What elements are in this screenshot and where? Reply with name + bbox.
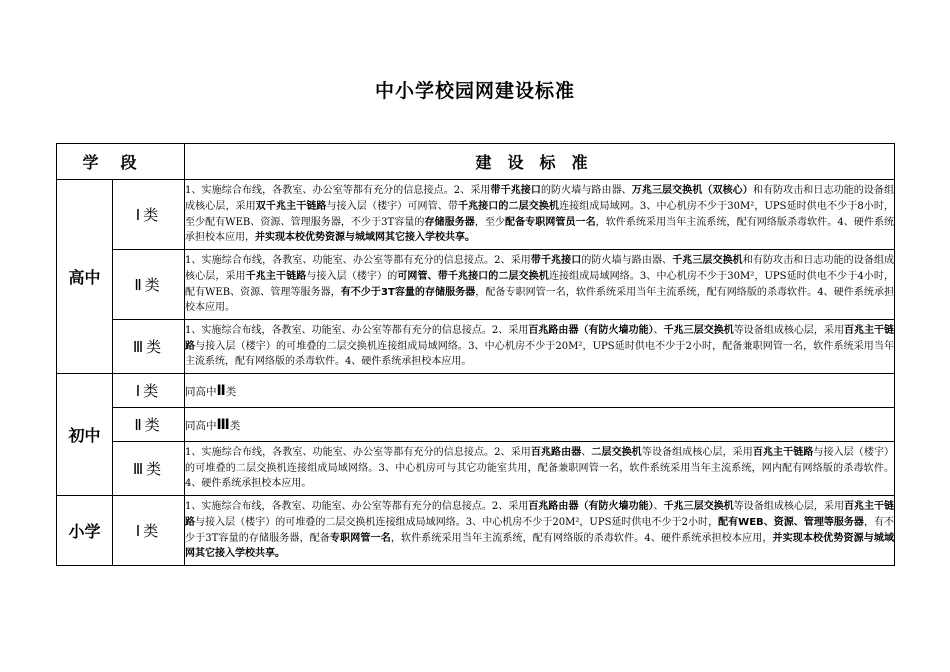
body-text: 1、实施综合布线，各教室、功能室、办公室等都有充分的信息接点。2、采用 bbox=[185, 325, 529, 337]
class-label: Ⅲ类 bbox=[113, 320, 185, 374]
body-text: 等设备组成核心层，采用 bbox=[641, 447, 753, 459]
body-text: 等设备组成核心层，采用 bbox=[733, 501, 844, 513]
table-row bbox=[57, 496, 895, 566]
same-prefix: 同高中 bbox=[185, 385, 217, 398]
emphasis-text: 专职网管一名 bbox=[330, 532, 391, 544]
standard-desc bbox=[185, 250, 895, 320]
header-standard: 建设标准 bbox=[185, 144, 895, 180]
body-text: 连接组成局域网络。3、中心机房不少于30M²，UPS延时供电不少于4小时，配有WEB、资源、管理等服务器， bbox=[185, 270, 895, 298]
body-text: ，至少 bbox=[474, 216, 506, 228]
table-row bbox=[57, 180, 895, 250]
emphasis-text: 千兆接口的二层交换机 bbox=[457, 200, 560, 212]
body-text: ，有不少于3T容量的存储服务器，配备 bbox=[185, 516, 895, 544]
standard-same-as bbox=[185, 374, 895, 408]
standard-same-as bbox=[185, 408, 895, 442]
emphasis-text: 存储服务器 bbox=[424, 216, 475, 228]
emphasis-text: 配备专职网管员一名 bbox=[505, 216, 596, 228]
body-text: 连接组成局域网。3、中心机房不少于30M²，UPS延时供电不少于8小时，至少配有WEB、资源、管理服务器，不少于3T容量的 bbox=[185, 200, 895, 228]
body-text: 的防火墙与路由器、 bbox=[581, 255, 673, 267]
body-text: 、 bbox=[653, 501, 664, 513]
standard-desc bbox=[185, 442, 895, 496]
same-suffix: 类 bbox=[229, 419, 241, 432]
same-ref: Ⅱ bbox=[216, 382, 226, 399]
class-label: Ⅱ类 bbox=[113, 408, 185, 442]
body-text: 的防火墙与路由器、 bbox=[540, 185, 632, 197]
header-level: 学段 bbox=[57, 144, 185, 180]
emphasis-text: 千兆三层交换机 bbox=[663, 325, 734, 337]
document-title: 中小学校园网建设标准 bbox=[374, 80, 575, 102]
body-text: 1、实施综合布线，各教室、办公室等都有充分的信息接点。2、采用 bbox=[185, 185, 491, 197]
standard-desc bbox=[185, 320, 895, 374]
class-label: Ⅰ类 bbox=[113, 374, 185, 408]
class-label: Ⅱ类 bbox=[113, 250, 185, 320]
body-text: 与接入层（楼宇）的可堆叠的二层交换机连接组成局域网络。3、中心机房不少于20M²，UPS延时供电不少于2小时， bbox=[195, 516, 719, 528]
body-text: 、 bbox=[653, 325, 664, 337]
emphasis-text: 千兆三层交换机 bbox=[663, 501, 734, 513]
emphasis-text: 百兆路由器（有防火墙功能） bbox=[528, 501, 654, 513]
emphasis-text: 百兆路由器（有防火墙功能） bbox=[528, 325, 654, 337]
level-primary: 小学 bbox=[57, 496, 113, 566]
table-row bbox=[57, 374, 895, 408]
body-text: ，配备专职网管一名，软件系统采用当年主流系统，配有网络版的杀毒软件。4、硬件系统承担校本应用。 bbox=[185, 286, 894, 314]
table-row bbox=[57, 442, 895, 496]
emphasis-text: 带千兆接口 bbox=[490, 185, 541, 197]
body-text: 和有防攻击和日志功能的设备组成核心层，采用 bbox=[185, 255, 895, 282]
body-text: 与接入层（楼宇）的 bbox=[306, 270, 398, 282]
class-label: Ⅲ类 bbox=[113, 442, 185, 496]
body-text: 等设备组成核心层，采用 bbox=[733, 325, 844, 337]
class-label: Ⅰ类 bbox=[113, 496, 185, 566]
emphasis-text: 百兆主干链路 bbox=[185, 325, 895, 352]
emphasis-text: 千兆主干链路 bbox=[245, 270, 307, 282]
body-text: 、 bbox=[581, 447, 592, 459]
same-suffix: 类 bbox=[225, 385, 237, 398]
table-row bbox=[57, 320, 895, 374]
emphasis-text: 并实现本校优势资源与城域网其它接入学校共享。 bbox=[255, 232, 476, 244]
same-ref: Ⅲ bbox=[216, 416, 230, 433]
emphasis-text: 有不少于3T容量的存储服务器 bbox=[340, 286, 476, 298]
standard-desc bbox=[185, 180, 895, 250]
emphasis-text: 双千兆主干链路 bbox=[255, 200, 327, 212]
table-header-row bbox=[57, 144, 895, 180]
emphasis-text: 二层交换机 bbox=[591, 447, 642, 459]
table-row bbox=[57, 250, 895, 320]
body-text: 与接入层（楼宇）的可堆叠的二层交换机连接组成局域网络。3、中心机房可与其它功能室共用，配备兼职网管一名，软件系统采用当年主流系统，网内配有网络版的杀毒软件。4、硬件系统承担校本应用。 bbox=[185, 447, 895, 490]
emphasis-text: 带千兆接口 bbox=[530, 255, 582, 267]
emphasis-text: 并实现本校优势资源与城域网其它接入学校共享。 bbox=[185, 532, 895, 560]
standards-table bbox=[56, 143, 895, 566]
level-middle: 初中 bbox=[57, 374, 113, 496]
emphasis-text: 百兆路由器 bbox=[530, 447, 582, 459]
emphasis-text: 百兆主干链路 bbox=[185, 501, 895, 528]
table-row bbox=[57, 408, 895, 442]
emphasis-text: 百兆主干链路 bbox=[752, 447, 814, 459]
same-prefix: 同高中 bbox=[185, 419, 217, 432]
class-label: Ⅰ类 bbox=[113, 180, 185, 250]
emphasis-text: 可网管、带千兆接口的二层交换机 bbox=[397, 270, 549, 282]
emphasis-text: 万兆三层交换机（双核心） bbox=[631, 185, 753, 197]
body-text: ，软件系统采用当年主流系统，配有网络版杀毒软件。4、硬件系统承担校本应用， bbox=[185, 216, 895, 244]
body-text: 1、实施综合布线，各教室、功能室、办公室等都有充分的信息接点。2、采用 bbox=[185, 447, 531, 459]
body-text: 1、实施综合布线，各教室、功能室、办公室等都有充分的信息接点。2、采用 bbox=[185, 501, 529, 513]
body-text: 和有防攻击和日志功能的设备组成核心层，采用 bbox=[185, 185, 895, 212]
level-high: 高中 bbox=[57, 180, 113, 374]
emphasis-text: 千兆三层交换机 bbox=[672, 255, 743, 267]
body-text: 与接入层（楼宇）的可堆叠的二层交换机连接组成局域网络。3、中心机房不少于20M²，UPS延时供电不少于2小时，配备兼职网管一名，软件系统采用当年主流系统，配有网络版的杀毒软件。4、硬件系统承担校本应用。 bbox=[185, 340, 895, 368]
body-text: 与接入层（楼宇）可网管、带 bbox=[326, 200, 458, 212]
standard-desc bbox=[185, 496, 895, 566]
body-text: ，软件系统采用当年主流系统，配有网络版的杀毒软件。4、硬件系统承担校本应用， bbox=[390, 532, 773, 544]
body-text: 1、实施综合布线，各教室、功能室、办公室等都有充分的信息接点。2、采用 bbox=[185, 255, 531, 267]
emphasis-text: 配有WEB、资源、管理等服务器 bbox=[718, 516, 864, 528]
